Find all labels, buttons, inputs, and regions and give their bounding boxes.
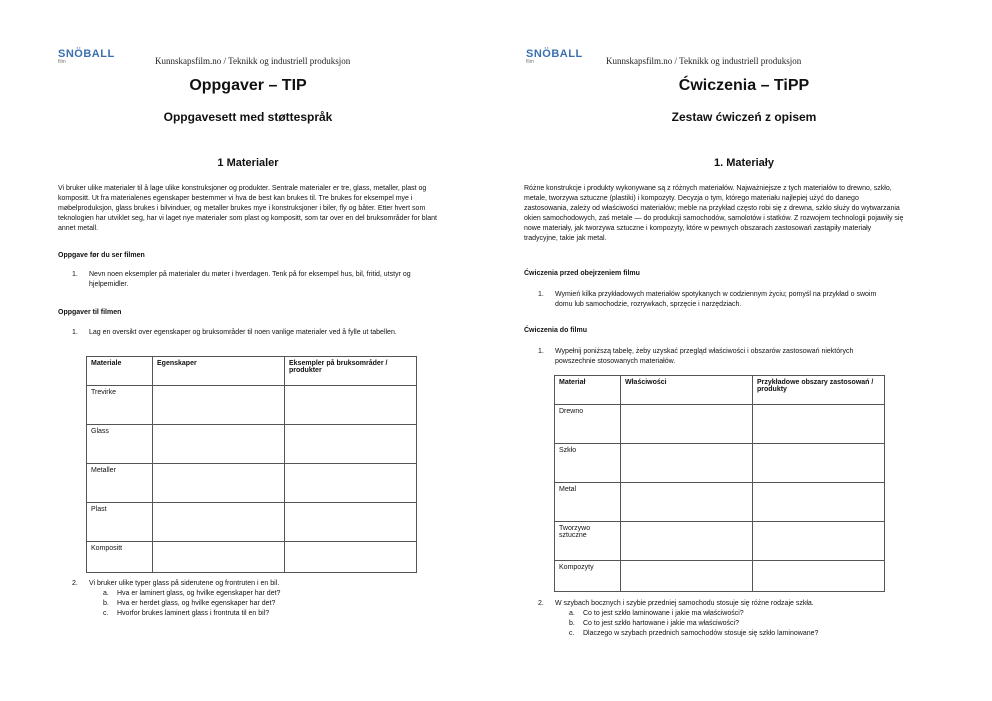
table-header: Materiale <box>87 357 153 386</box>
table-row <box>555 444 885 483</box>
table-cell-material: Drewno <box>555 405 621 444</box>
subquestion-letter: b. <box>103 600 109 607</box>
table-row <box>87 425 417 464</box>
materials-table <box>554 375 885 592</box>
to-film-heading: Oppgaver til filmen <box>58 309 122 316</box>
snoball-logo <box>58 48 115 65</box>
question-number: 2. <box>72 580 78 587</box>
table-cell-blank[interactable] <box>621 444 753 483</box>
table-cell-blank[interactable] <box>753 483 885 522</box>
page-header: Kunnskapsfilm.no / Teknikk og industriell produksjon <box>606 56 802 66</box>
question-number: 2. <box>538 600 544 607</box>
table-cell-material: Glass <box>87 425 153 464</box>
table-cell-blank[interactable] <box>753 561 885 592</box>
subquestion-text: Hva er laminert glass, og hvilke egenskaper har det? <box>117 590 281 597</box>
section-heading: 1. Materiały <box>714 157 774 169</box>
table-cell-material: Szkło <box>555 444 621 483</box>
table-row <box>555 522 885 561</box>
page-header: Kunnskapsfilm.no / Teknikk og industriell produksjon <box>155 56 351 66</box>
table-row <box>87 503 417 542</box>
question-text: Vi bruker ulike typer glass på siderutene og frontruten i en bil. <box>89 580 280 587</box>
table-row <box>555 561 885 592</box>
intro-paragraph: Vi bruker ulike materialer til å lage ulike konstruksjoner og produkter. Sentrale materialer er tre, glass, metaller, plast og kompositt. Ut fra materialenes egenskaper bestemmer vi hva de best kan brukes til. Tre brukes for eksempel mye i møbelproduksjon, glass brukes i bilvinduer, og metaller brukes mye i konstruksjoner i biler, fly og båter. Etter hvert som teknologien har utviklet seg, har vi laget nye materialer som plast og kompositt, som tar over en del bruksområder for blant annet metall. <box>58 185 437 232</box>
logo-subtext: film <box>58 59 66 65</box>
table-cell-material: Metal <box>555 483 621 522</box>
snoball-logo <box>526 48 583 65</box>
question-text: Wypełnij poniższą tabelę, żeby uzyskać przegląd właściwości i obszarów zastosowań niektórych powszechnie stosowanych materiałów. <box>555 348 854 365</box>
subquestion-text: Co to jest szkło laminowane i jakie ma właściwości? <box>583 610 744 617</box>
table-row <box>87 386 417 425</box>
table-cell-blank[interactable] <box>285 503 417 542</box>
question-number: 1. <box>72 329 78 336</box>
page-subtitle: Zestaw ćwiczeń z opisem <box>671 110 817 124</box>
subquestion-text: Co to jest szkło hartowane i jakie ma właściwości? <box>583 620 740 627</box>
page-subtitle: Oppgavesett med støttespråk <box>163 110 333 124</box>
question-number: 1. <box>72 271 78 278</box>
subquestion-letter: a. <box>569 610 575 617</box>
question-number: 1. <box>538 348 544 355</box>
table-row <box>87 464 417 503</box>
table-cell-blank[interactable] <box>621 561 753 592</box>
subquestion-letter: c. <box>569 630 575 637</box>
subquestion-text: Hva er herdet glass, og hvilke egenskaper har det? <box>117 600 276 607</box>
table-cell-blank[interactable] <box>153 464 285 503</box>
logo-subtext: film <box>526 59 534 65</box>
table-row <box>87 542 417 573</box>
table-header: Właściwości <box>621 376 753 405</box>
before-film-heading: Ćwiczenia przed obejrzeniem filmu <box>524 270 640 277</box>
table-cell-material: Kompozyty <box>555 561 621 592</box>
table-cell-blank[interactable] <box>753 405 885 444</box>
table-cell-blank[interactable] <box>621 483 753 522</box>
page-title: Oppgaver – TIP <box>189 77 307 94</box>
question-text: Wymień kilka przykładowych materiałów spotykanych w codziennym życiu; pomyśl na przykład o swoim domu lub samochodzie, rozrywkach, sprzęcie i narzędziach. <box>555 291 877 308</box>
subquestion-letter: a. <box>103 590 109 597</box>
table-cell-blank[interactable] <box>285 542 417 573</box>
polish-page <box>496 0 992 701</box>
table-cell-blank[interactable] <box>621 522 753 561</box>
table-cell-blank[interactable] <box>285 464 417 503</box>
before-film-heading: Oppgave før du ser filmen <box>58 252 145 259</box>
section-heading: 1 Materialer <box>217 157 279 169</box>
table-cell-material: Kompositt <box>87 542 153 573</box>
question-text: Nevn noen eksempler på materialer du møter i hverdagen. Tenk på for eksempel hus, bil, fritid, utstyr og hjelpemidler. <box>89 271 411 288</box>
table-header: Egenskaper <box>153 357 285 386</box>
intro-paragraph: Różne konstrukcje i produkty wykonywane są z różnych materiałów. Najważniejsze z tych materiałów to drewno, szkło, metale, tworzywa sztuczne (plastiki) i kompozyty. Decyzja o tym, którego materiału najlepiej użyć do danego zastosowania, zależy od właściwości materiałów; meble na przykład często robi się z drewna, szkło służy do wytwarzania okien samochodowych, zaś metale — do produkcji samochodów, samolotów i statków. Z rozwojem technologii pojawiły się nowe materiały, jak tworzywa sztuczne i kompozyty, które w pewnych obszarach zastosowań zastąpiły materiały tradycyjne, takie jak metal. <box>524 185 904 242</box>
table-cell-blank[interactable] <box>153 425 285 464</box>
table-cell-material: Metaller <box>87 464 153 503</box>
logo-text: SNÖBALL <box>58 48 115 60</box>
table-header: Eksempler på bruksområder / produkter <box>285 357 417 386</box>
table-cell-material: Trevirke <box>87 386 153 425</box>
table-cell-blank[interactable] <box>153 542 285 573</box>
subquestion-text: Hvorfor brukes laminert glass i frontruta til en bil? <box>117 610 270 617</box>
page-title: Ćwiczenia – TiPP <box>678 77 810 94</box>
logo-text: SNÖBALL <box>526 48 583 60</box>
subquestion-letter: b. <box>569 620 575 627</box>
table-cell-material: Plast <box>87 503 153 542</box>
table-cell-blank[interactable] <box>753 522 885 561</box>
table-row <box>555 405 885 444</box>
table-cell-blank[interactable] <box>153 386 285 425</box>
to-film-heading: Ćwiczenia do filmu <box>524 327 588 334</box>
subquestion-text: Dlaczego w szybach przednich samochodów stosuje się szkło laminowane? <box>583 630 819 637</box>
table-header: Materiał <box>555 376 621 405</box>
question-number: 1. <box>538 291 544 298</box>
materials-table <box>86 356 417 573</box>
table-header: Przykładowe obszary zastosowań / produkty <box>753 376 885 405</box>
subquestion-letter: c. <box>103 610 109 617</box>
question-text: W szybach bocznych i szybie przedniej samochodu stosuje się różne rodzaje szkła. <box>555 600 814 607</box>
table-row <box>555 483 885 522</box>
table-cell-blank[interactable] <box>753 444 885 483</box>
table-cell-blank[interactable] <box>285 386 417 425</box>
table-cell-material: Tworzywo sztuczne <box>555 522 621 561</box>
question-text: Lag en oversikt over egenskaper og bruksområder til noen vanlige materialer ved å fylle ut tabellen. <box>89 329 397 336</box>
table-cell-blank[interactable] <box>153 503 285 542</box>
table-cell-blank[interactable] <box>285 425 417 464</box>
table-cell-blank[interactable] <box>621 405 753 444</box>
